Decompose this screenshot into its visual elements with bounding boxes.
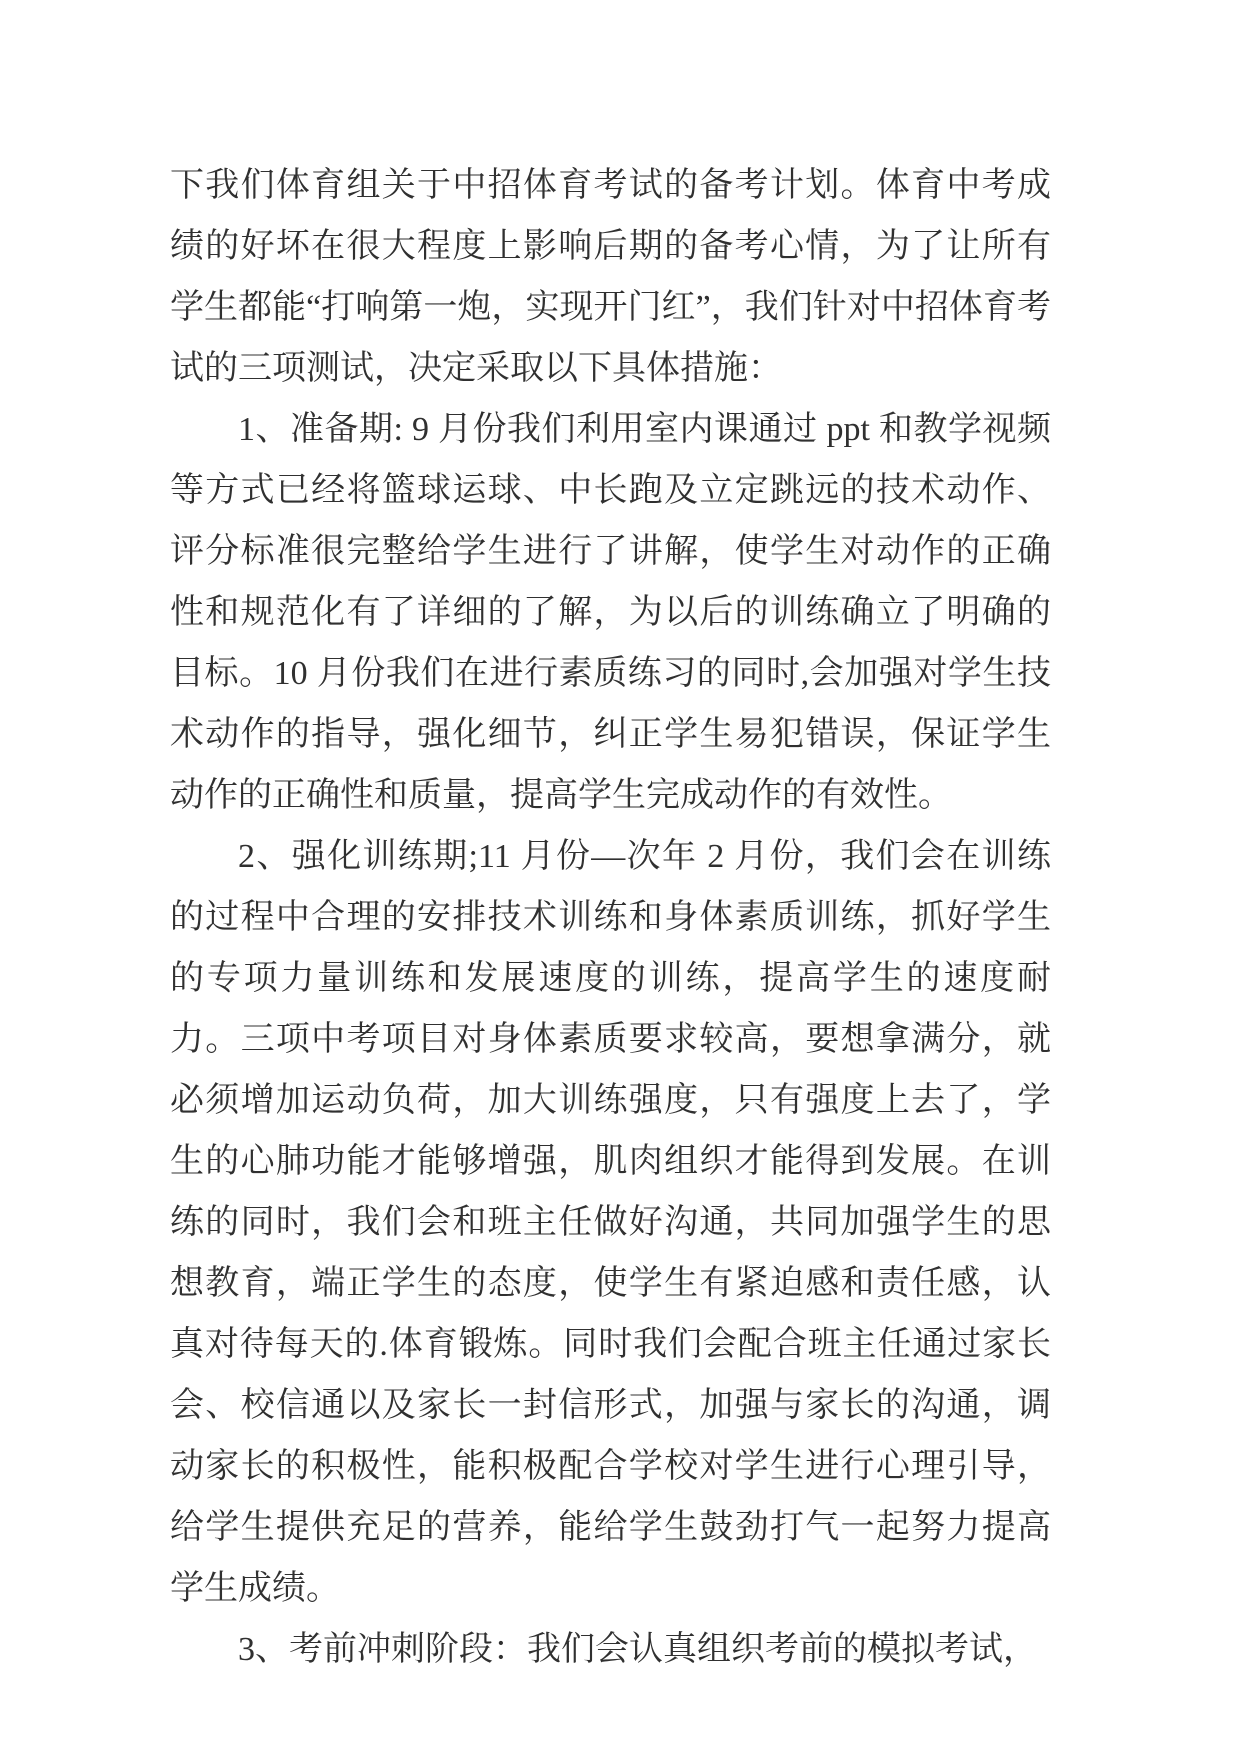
paragraph-pre-exam-sprint-stage: 3、考前冲刺阶段：我们会认真组织考前的模拟考试，	[238, 1631, 1037, 1668]
paragraph-intensive-training-period: 2、强化训练期;11 月份—次年 2 月份，我们会在训练的过程中合理的安排技术训练和身体素质训练，抓好学生的专项力量训练和发展速度的训练，提高学生的速度耐力。三项中考项目对身体素质要求较高，要想拿满分，就必须增加运动负荷，加大训练强度，只有强度上去了，学生的心肺功能才能够增强，肌肉组织才能得到发展。在训练的同时，我们会和班主任做好沟通，共同加强学生的思想教育，端正学生的态度，使学生有紧迫感和责任感，认真对待每天的.体育锻炼。同时我们会配合班主任通过家长会、校信通以及家长一封信形式，加强与家长的沟通，调动家长的积极性，能积极配合学校对学生进行心理引导，给学生提供充足的营养，能给学生鼓劲打气一起努力提高学生成绩。	[170, 838, 1051, 1607]
paragraph-intro: 下我们体育组关于中招体育考试的备考计划。体育中考成绩的好坏在很大程度上影响后期的备考心情，为了让所有学生都能“打响第一炮，实现开门红”，我们针对中招体育考试的三项测试，决定采取以下具体措施：	[170, 167, 1051, 387]
paragraph-preparation-period: 1、准备期: 9 月份我们利用室内课通过 ppt 和教学视频等方式已经将篮球运球、中长跑及立定跳远的技术动作、评分标准很完整给学生进行了讲解，使学生对动作的正确性和规范化有了详细的了解，为以后的训练确立了明确的目标。10 月份我们在进行素质练习的同时,会加强对学生技术动作的指导，强化细节，纠正学生易犯错误，保证学生动作的正确性和质量，提高学生完成动作的有效性。	[170, 411, 1051, 814]
page-content	[170, 155, 1051, 1680]
